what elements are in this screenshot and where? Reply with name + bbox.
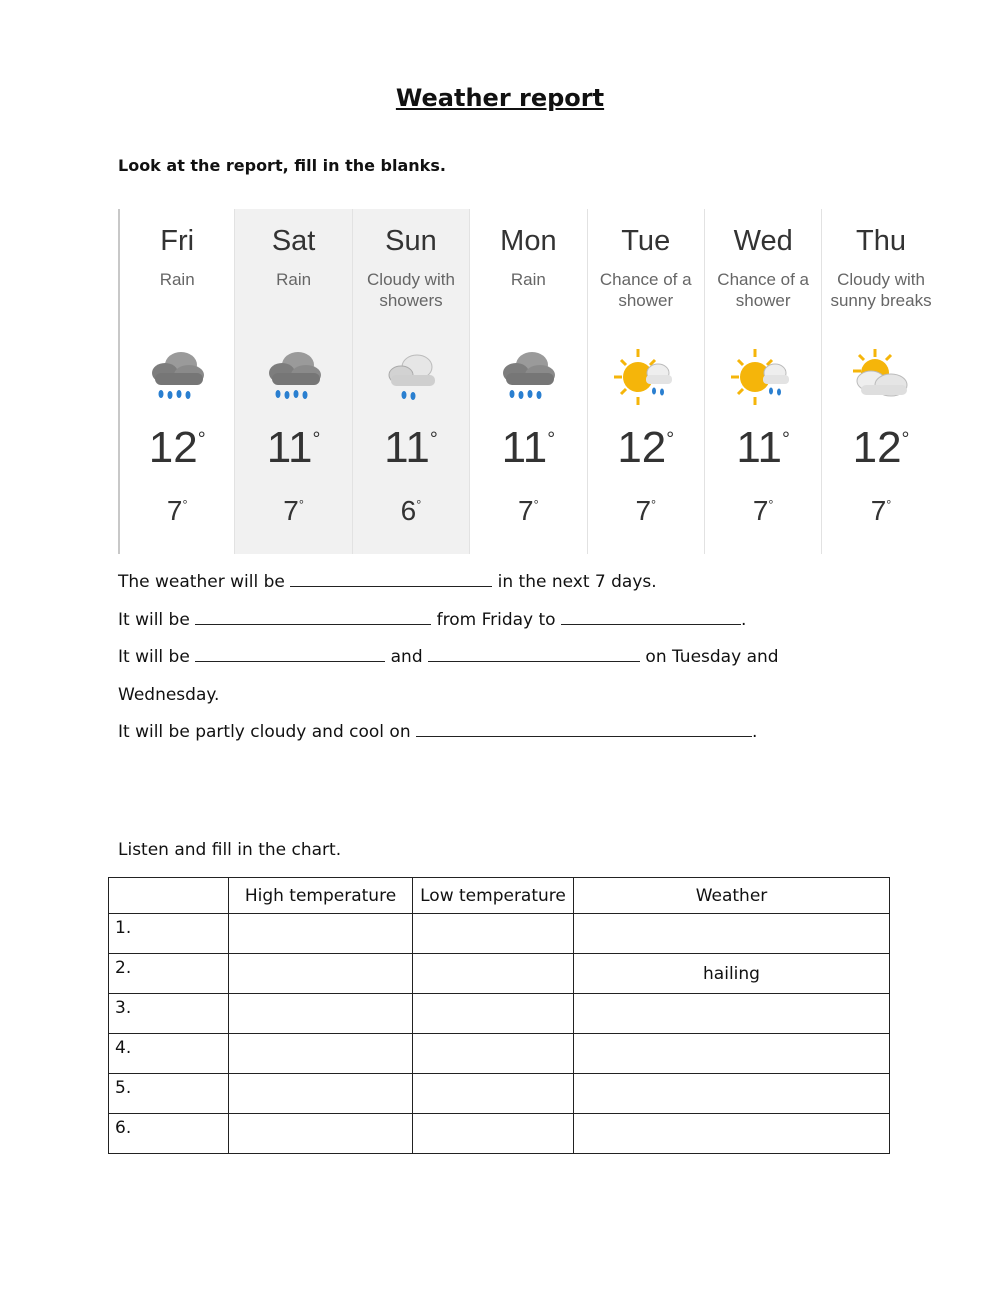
degree-symbol: ° — [533, 498, 539, 513]
listen-instruction: Listen and fill in the chart. — [118, 840, 342, 860]
blank-line[interactable] — [428, 647, 640, 662]
degree-symbol: ° — [312, 427, 321, 450]
degree-symbol: ° — [182, 498, 188, 513]
day-name: Tue — [621, 225, 671, 257]
low-value: 7 — [518, 495, 534, 526]
day-name: Sun — [385, 225, 437, 257]
high-value: 12 — [852, 423, 902, 472]
high-value: 11 — [266, 423, 313, 472]
column-header-high: High temperature — [229, 878, 413, 914]
high-temperature — [235, 423, 351, 473]
degree-symbol: ° — [886, 498, 892, 513]
table-row — [109, 1074, 890, 1114]
column-header-low: Low temperature — [413, 878, 574, 914]
row-number: 5. — [109, 1074, 229, 1114]
degree-symbol: ° — [547, 427, 556, 450]
forecast-day-fri — [118, 209, 235, 554]
degree-symbol: ° — [782, 427, 790, 450]
high-value: 11 — [384, 423, 430, 472]
low-temperature — [235, 495, 351, 527]
high-temperature — [353, 423, 469, 473]
weather-cell[interactable]: hailing — [574, 954, 890, 994]
low-value: 6 — [400, 495, 417, 526]
high-value: 12 — [617, 423, 667, 472]
high-temperature — [822, 423, 939, 473]
listening-chart-table — [108, 877, 890, 1154]
condition-text: Rain — [159, 270, 195, 289]
blank-sentence-4 — [118, 722, 757, 742]
low-temperature — [470, 495, 586, 527]
low-value: 7 — [635, 495, 652, 526]
forecast-day-mon — [470, 209, 587, 554]
row-number: 4. — [109, 1034, 229, 1074]
row-number: 1. — [109, 914, 229, 954]
sentence-text: on Tuesday and — [645, 647, 779, 667]
high-value: 11 — [736, 423, 783, 472]
day-name: Fri — [160, 225, 195, 257]
low-temperature-cell[interactable] — [413, 954, 574, 994]
page-title: Weather report — [395, 84, 605, 112]
low-temperature — [705, 495, 821, 527]
day-name: Sat — [271, 225, 316, 257]
row-number: 2. — [109, 954, 229, 994]
blank-sentence-3 — [118, 647, 779, 667]
blank-sentence-1 — [118, 572, 657, 592]
high-temperature-cell[interactable] — [229, 1114, 413, 1154]
rain-cloud-icon — [143, 347, 211, 407]
sentence-text: It will be — [118, 610, 190, 630]
high-temperature — [470, 423, 586, 473]
low-temperature-cell[interactable] — [413, 1074, 574, 1114]
sentence-text: It will be partly cloudy and cool on — [118, 722, 411, 742]
high-temperature-cell[interactable] — [229, 914, 413, 954]
blank-line[interactable] — [195, 610, 431, 625]
blank-line[interactable] — [290, 572, 492, 587]
row-number: 6. — [109, 1114, 229, 1154]
sun-cloud-icon — [847, 347, 915, 407]
forecast-day-sat — [235, 209, 352, 554]
low-temperature — [120, 495, 234, 527]
forecast-day-sun — [353, 209, 470, 554]
sentence-text: from Friday to — [436, 610, 556, 630]
degree-symbol: ° — [768, 498, 774, 513]
blank-sentence-3-cont: Wednesday. — [118, 685, 220, 705]
low-value: 7 — [283, 495, 299, 526]
degree-symbol: ° — [651, 498, 657, 513]
weather-forecast-panel — [118, 209, 940, 554]
low-value: 7 — [752, 495, 769, 526]
weather-cell[interactable] — [574, 994, 890, 1034]
blank-line[interactable] — [416, 722, 752, 737]
blank-line[interactable] — [561, 610, 741, 625]
day-name: Wed — [733, 225, 793, 257]
condition-text: Cloudy with sunny breaks — [830, 270, 932, 310]
low-temperature — [822, 495, 939, 527]
low-value: 7 — [166, 495, 183, 526]
high-temperature — [120, 423, 234, 473]
degree-symbol: ° — [666, 427, 675, 450]
high-value: 11 — [501, 423, 548, 472]
table-row — [109, 1034, 890, 1074]
high-temperature-cell[interactable] — [229, 1074, 413, 1114]
weather-cell[interactable] — [574, 1074, 890, 1114]
sentence-text: . — [741, 610, 747, 630]
day-name: Mon — [500, 225, 557, 257]
high-temperature-cell[interactable] — [229, 1034, 413, 1074]
high-value: 12 — [148, 423, 198, 472]
forecast-day-tue — [588, 209, 705, 554]
table-row — [109, 994, 890, 1034]
forecast-day-thu — [822, 209, 939, 554]
high-temperature-cell[interactable] — [229, 954, 413, 994]
low-temperature-cell[interactable] — [413, 1114, 574, 1154]
degree-symbol: ° — [416, 498, 422, 513]
table-row — [109, 1114, 890, 1154]
column-header-weather: Weather — [574, 878, 890, 914]
low-value: 7 — [870, 495, 887, 526]
weather-cell[interactable] — [574, 1114, 890, 1154]
column-header — [109, 878, 229, 914]
high-temperature-cell[interactable] — [229, 994, 413, 1034]
low-temperature-cell[interactable] — [413, 914, 574, 954]
degree-symbol: ° — [298, 498, 304, 513]
low-temperature — [588, 495, 704, 527]
low-temperature-cell[interactable] — [413, 1034, 574, 1074]
condition-text: Rain — [510, 270, 546, 289]
forecast-day-wed — [705, 209, 822, 554]
degree-symbol: ° — [197, 427, 206, 450]
sentence-text: The weather will be — [118, 572, 285, 592]
degree-symbol: ° — [901, 427, 910, 450]
instruction-text: Look at the report, fill in the blanks. — [118, 156, 446, 175]
day-name: Thu — [856, 225, 907, 257]
condition-text: Cloudy with showers — [367, 270, 455, 310]
condition-text: Chance of a shower — [717, 270, 809, 310]
blank-sentence-2 — [118, 610, 746, 630]
blank-line[interactable] — [195, 647, 385, 662]
showers-cloud-icon — [377, 347, 445, 407]
sentence-text: in the next 7 days. — [497, 572, 657, 592]
condition-text: Rain — [276, 270, 312, 289]
row-number: 3. — [109, 994, 229, 1034]
table-header-row — [109, 878, 890, 914]
rain-cloud-icon — [494, 347, 562, 407]
condition-text: Chance of a shower — [599, 270, 692, 310]
sentence-text: . — [752, 722, 758, 742]
high-temperature — [588, 423, 704, 473]
table-row — [109, 954, 890, 994]
sun-shower-icon — [729, 347, 797, 407]
low-temperature-cell[interactable] — [413, 994, 574, 1034]
weather-cell[interactable] — [574, 914, 890, 954]
sun-shower-icon — [612, 347, 680, 407]
sentence-text: and — [390, 647, 423, 667]
sentence-text: It will be — [118, 647, 190, 667]
table-row — [109, 914, 890, 954]
rain-cloud-icon — [260, 347, 328, 407]
low-temperature — [353, 495, 469, 527]
high-temperature — [705, 423, 821, 473]
degree-symbol: ° — [429, 427, 438, 450]
weather-cell[interactable] — [574, 1034, 890, 1074]
